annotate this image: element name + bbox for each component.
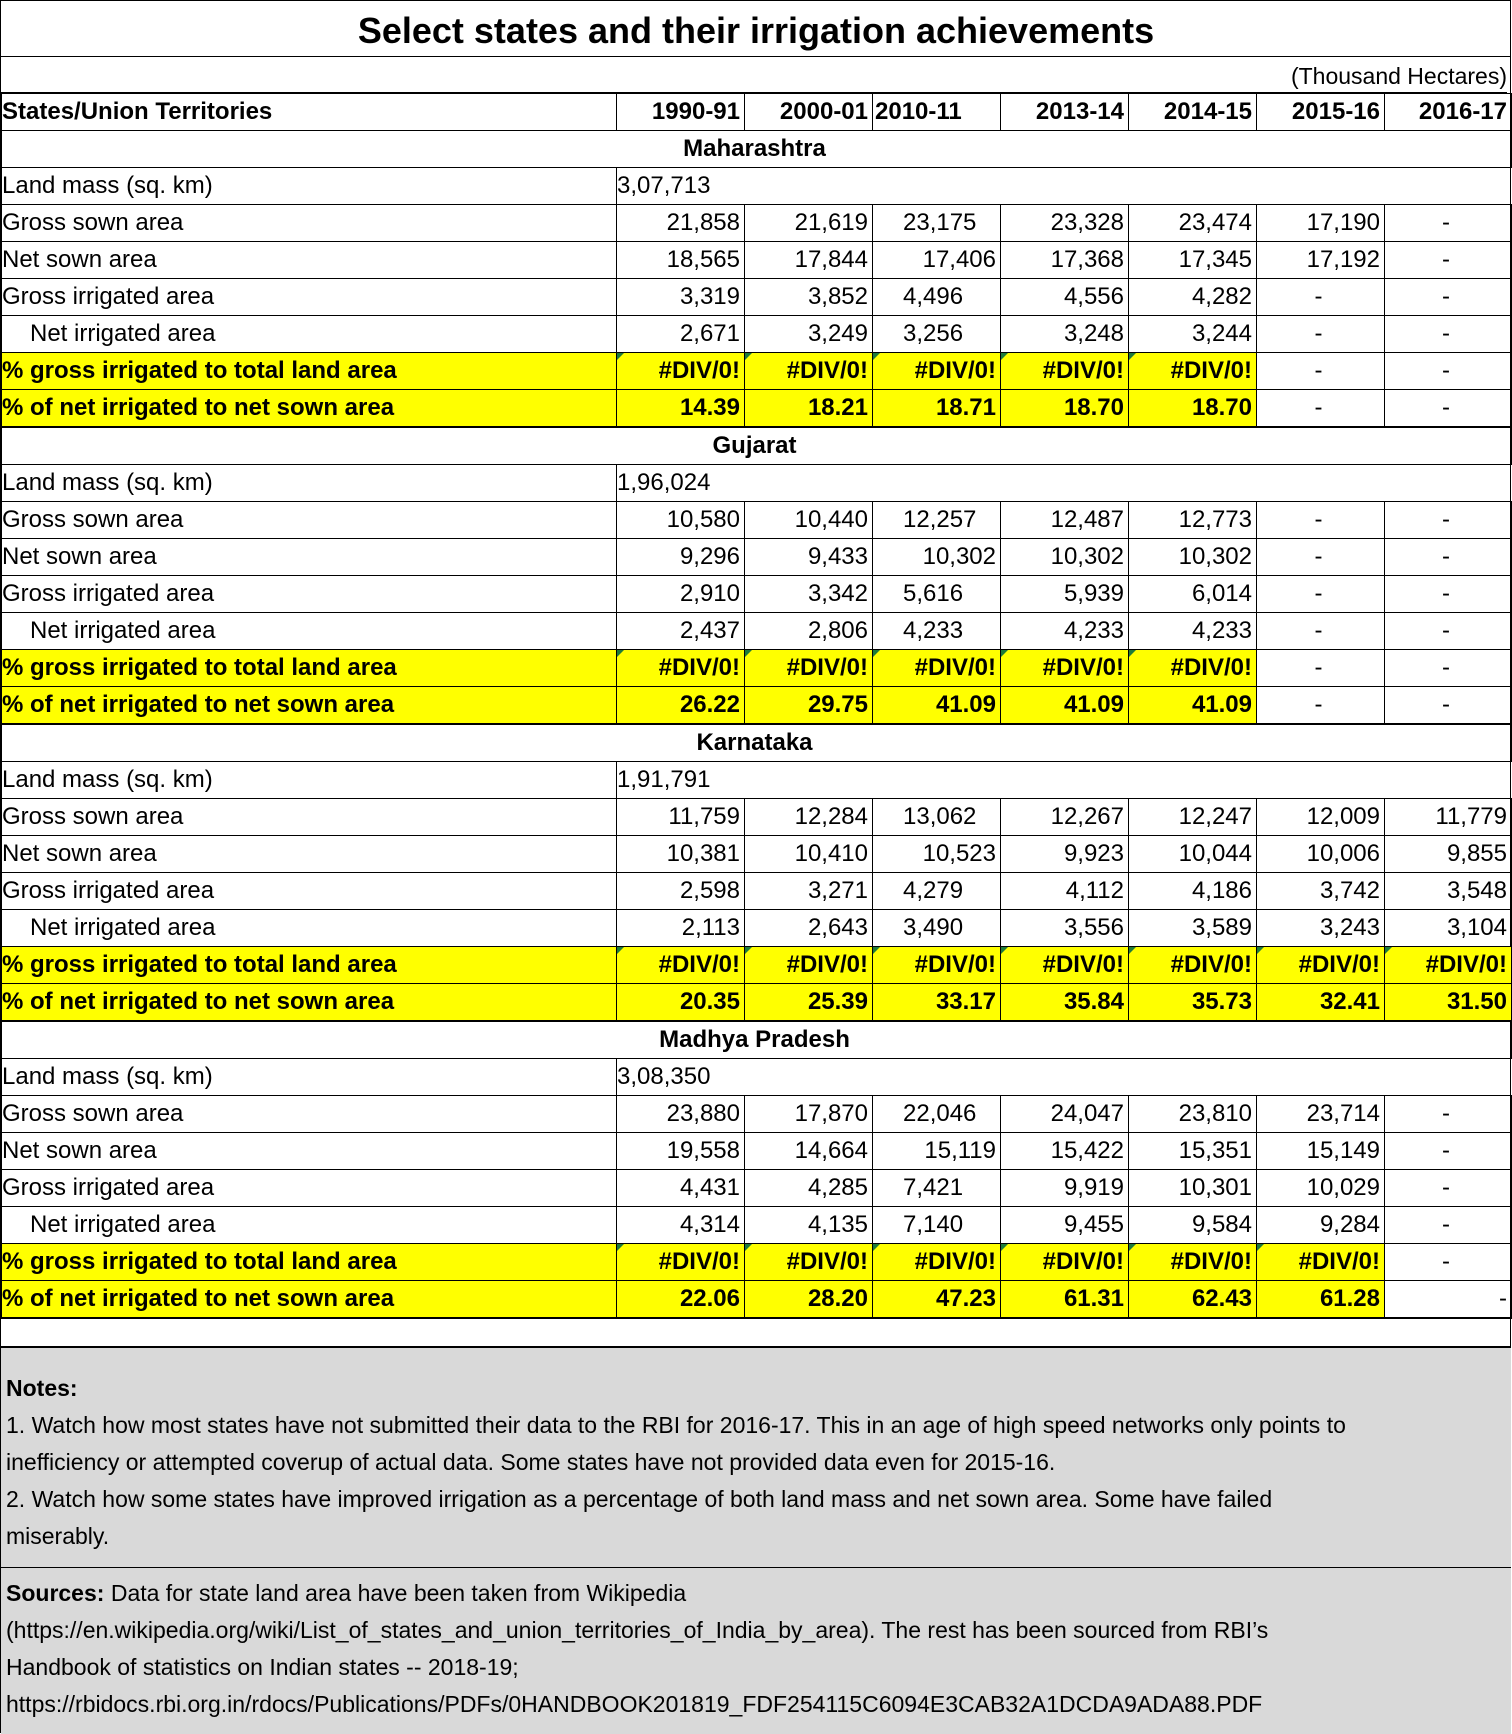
gross-sown-row [2,1096,1512,1133]
data-cell[interactable]: 11,779 [1385,799,1512,836]
data-cell[interactable]: - [1385,390,1512,428]
data-cell[interactable]: 2,643 [745,910,873,947]
pct-gross-row [2,947,1512,984]
data-cell[interactable]: #DIV/0! [1385,947,1512,984]
row-label-cell[interactable]: Land mass (sq. km) [2,762,617,799]
data-cell[interactable]: 12,487 [1001,502,1129,539]
header-year-cell[interactable]: 1990-91 [617,94,745,131]
data-cell[interactable]: 15,422 [1001,1133,1129,1170]
data-cell[interactable]: #DIV/0! [1001,353,1129,390]
gross-sown-row [2,205,1512,242]
gross-irr-row [2,576,1512,613]
header-year-cell[interactable]: 2010-11 [873,94,1001,131]
data-cell[interactable]: 10,440 [745,502,873,539]
net-irr-row [2,613,1512,650]
row-label-cell[interactable]: Land mass (sq. km) [2,465,617,502]
state-name-row [2,724,1512,762]
gross-sown-row [2,502,1512,539]
data-cell[interactable]: - [1385,539,1512,576]
data-cell[interactable]: #DIV/0! [745,353,873,390]
net-sown-row [2,836,1512,873]
data-cell[interactable]: 17,368 [1001,242,1129,279]
data-cell[interactable]: 10,006 [1257,836,1385,873]
notes-line: 2. Watch how some states have improved irrigation as a percentage of both land mass and net sown area. Some have failed [6,1486,1273,1512]
data-cell[interactable]: #DIV/0! [873,650,1001,687]
sources-line: https://rbidocs.rbi.org.in/rdocs/Publications/PDFs/0HANDBOOK201819_FDF254115C6094E3CAB32A1DCDA9ADA88.PDF [6,1691,1263,1717]
data-cell[interactable]: 15,119 [873,1133,1001,1170]
data-cell[interactable]: - [1385,1170,1512,1207]
data-cell[interactable]: 22.06 [617,1281,745,1319]
data-cell[interactable]: 3,589 [1129,910,1257,947]
data-cell[interactable]: - [1385,205,1512,242]
sources-first-line [6,1575,1506,1612]
row-label-cell[interactable]: % of net irrigated to net sown area [2,1281,617,1319]
data-cell[interactable]: 3,742 [1257,873,1385,910]
land-mass-row [2,762,1512,799]
data-cell[interactable]: #DIV/0! [617,1244,745,1281]
data-cell[interactable]: #DIV/0! [617,947,745,984]
data-cell[interactable]: - [1257,687,1385,725]
data-cell[interactable]: 17,844 [745,242,873,279]
state-name-cell[interactable]: Maharashtra [2,131,1512,168]
notes-block [1,1346,1511,1568]
land-mass-row [2,465,1512,502]
sources-heading: Sources: [6,1580,105,1606]
data-cell[interactable]: #DIV/0! [1129,947,1257,984]
data-cell[interactable]: 3,243 [1257,910,1385,947]
data-cell[interactable]: 22,046 [873,1096,1001,1133]
data-cell[interactable]: - [1385,1207,1512,1244]
data-cell[interactable]: #DIV/0! [617,353,745,390]
row-label-cell[interactable]: Net sown area [2,1133,617,1170]
data-cell[interactable]: 17,406 [873,242,1001,279]
row-label-cell[interactable]: Gross irrigated area [2,576,617,613]
data-cell[interactable]: 2,671 [617,316,745,353]
net-sown-row [2,539,1512,576]
net-irr-row [2,316,1512,353]
state-name-cell[interactable]: Karnataka [2,724,1512,762]
data-cell[interactable]: #DIV/0! [745,650,873,687]
net-irr-row [2,910,1512,947]
data-cell[interactable]: 17,190 [1257,205,1385,242]
data-cell[interactable]: 3,342 [745,576,873,613]
data-cell[interactable]: 2,113 [617,910,745,947]
data-cell[interactable]: - [1385,576,1512,613]
data-cell[interactable]: 4,282 [1129,279,1257,316]
data-cell[interactable]: #DIV/0! [745,947,873,984]
data-cell[interactable]: 10,044 [1129,836,1257,873]
land-mass-value-cell[interactable]: 3,07,713 [617,168,1512,205]
data-cell[interactable]: 4,112 [1001,873,1129,910]
gross-sown-row [2,799,1512,836]
data-cell[interactable]: - [1257,279,1385,316]
data-cell[interactable]: - [1385,1096,1512,1133]
state-name-row [2,427,1512,465]
gross-irr-row [2,873,1512,910]
data-cell[interactable]: 3,249 [745,316,873,353]
net-irr-row [2,1207,1512,1244]
data-cell[interactable]: 18,565 [617,242,745,279]
row-label-cell[interactable]: Net sown area [2,242,617,279]
data-cell[interactable]: 2,806 [745,613,873,650]
data-cell[interactable]: - [1385,613,1512,650]
data-cell[interactable]: 23,880 [617,1096,745,1133]
data-cell[interactable]: 11,759 [617,799,745,836]
net-sown-row [2,242,1512,279]
data-cell[interactable]: 4,314 [617,1207,745,1244]
data-cell[interactable]: - [1257,539,1385,576]
data-cell[interactable]: - [1385,316,1512,353]
data-cell[interactable]: #DIV/0! [873,1244,1001,1281]
pct-net-row [2,390,1512,428]
header-row [2,94,1512,131]
row-label-cell[interactable]: % of net irrigated to net sown area [2,984,617,1022]
land-mass-value-cell[interactable]: 3,08,350 [617,1059,1512,1096]
header-year-cell[interactable]: 2013-14 [1001,94,1129,131]
row-label-cell[interactable]: % gross irrigated to total land area [2,353,617,390]
row-label-cell[interactable]: Gross irrigated area [2,279,617,316]
data-cell[interactable]: 18.71 [873,390,1001,428]
sources-line: Handbook of statistics on Indian states -- 2018-19; [6,1654,519,1680]
data-cell[interactable]: 4,496 [873,279,1001,316]
land-mass-value-cell[interactable]: 1,96,024 [617,465,1512,502]
data-cell[interactable]: 23,474 [1129,205,1257,242]
data-cell[interactable]: #DIV/0! [1129,353,1257,390]
data-cell[interactable]: 41.09 [1001,687,1129,725]
data-cell[interactable]: 3,244 [1129,316,1257,353]
data-cell[interactable]: 4,279 [873,873,1001,910]
data-cell[interactable]: 41.09 [873,687,1001,725]
data-cell[interactable]: - [1385,650,1512,687]
data-cell[interactable]: 3,104 [1385,910,1512,947]
data-cell[interactable]: 6,014 [1129,576,1257,613]
data-cell[interactable]: - [1385,242,1512,279]
data-cell[interactable]: 12,267 [1001,799,1129,836]
data-cell[interactable]: 26.22 [617,687,745,725]
row-label-cell[interactable]: Net irrigated area [2,316,617,353]
data-cell[interactable]: - [1257,390,1385,428]
data-cell[interactable]: 35.73 [1129,984,1257,1022]
header-year-cell[interactable]: 2015-16 [1257,94,1385,131]
data-cell[interactable]: 23,175 [873,205,1001,242]
land-mass-row [2,1059,1512,1096]
data-cell[interactable]: - [1385,1133,1512,1170]
land-mass-row [2,168,1512,205]
data-cell[interactable]: 13,062 [873,799,1001,836]
data-cell[interactable]: 9,284 [1257,1207,1385,1244]
data-cell[interactable]: 12,257 [873,502,1001,539]
data-cell[interactable]: 9,296 [617,539,745,576]
row-label-cell[interactable]: Gross irrigated area [2,1170,617,1207]
data-cell[interactable]: 12,284 [745,799,873,836]
data-cell[interactable]: 3,319 [617,279,745,316]
data-cell[interactable]: 2,598 [617,873,745,910]
data-cell[interactable]: 10,410 [745,836,873,873]
state-name-cell[interactable]: Gujarat [2,427,1512,465]
data-cell[interactable]: #DIV/0! [1001,650,1129,687]
data-cell[interactable]: 23,714 [1257,1096,1385,1133]
row-label-cell[interactable]: Land mass (sq. km) [2,168,617,205]
data-cell[interactable]: 3,852 [745,279,873,316]
data-cell[interactable]: 32.41 [1257,984,1385,1022]
data-cell[interactable]: 2,910 [617,576,745,613]
data-cell[interactable]: 17,192 [1257,242,1385,279]
units-label: (Thousand Hectares) [1,57,1507,93]
data-cell[interactable]: #DIV/0! [873,353,1001,390]
pct-gross-row [2,1244,1512,1281]
data-cell[interactable]: #DIV/0! [873,947,1001,984]
data-cell[interactable]: 31.50 [1385,984,1512,1022]
data-cell[interactable]: 12,773 [1129,502,1257,539]
row-label-cell[interactable]: Net irrigated area [2,910,617,947]
row-label-cell[interactable]: Land mass (sq. km) [2,1059,617,1096]
sources-line: (https://en.wikipedia.org/wiki/List_of_states_and_union_territories_of_India_by_area). The rest has been sourced from RBI’s [6,1617,1269,1643]
data-cell[interactable]: 3,248 [1001,316,1129,353]
data-cell[interactable]: #DIV/0! [1257,947,1385,984]
data-cell[interactable]: 3,490 [873,910,1001,947]
data-cell[interactable]: 4,233 [1129,613,1257,650]
sources-text: Data for state land area have been taken from Wikipedia [104,1580,687,1606]
data-cell[interactable]: 3,548 [1385,873,1512,910]
data-cell[interactable]: 17,870 [745,1096,873,1133]
data-cell[interactable]: #DIV/0! [1129,1244,1257,1281]
data-cell[interactable]: 61.28 [1257,1281,1385,1319]
state-name-row [2,1021,1512,1059]
land-mass-value-cell[interactable]: 1,91,791 [617,762,1512,799]
data-cell[interactable]: #DIV/0! [1257,1244,1385,1281]
data-cell[interactable]: 7,421 [873,1170,1001,1207]
data-cell[interactable]: - [1257,613,1385,650]
data-cell[interactable]: 2,437 [617,613,745,650]
gross-irr-row [2,1170,1512,1207]
data-cell[interactable]: 14.39 [617,390,745,428]
data-cell[interactable]: - [1257,353,1385,390]
data-cell[interactable]: 18.70 [1129,390,1257,428]
state-name-cell[interactable]: Madhya Pradesh [2,1021,1512,1059]
data-cell[interactable]: - [1385,687,1512,725]
data-cell[interactable]: 9,855 [1385,836,1512,873]
data-cell[interactable]: 17,345 [1129,242,1257,279]
row-label-cell[interactable]: % of net irrigated to net sown area [2,687,617,725]
data-cell[interactable]: 4,431 [617,1170,745,1207]
data-cell[interactable]: 35.84 [1001,984,1129,1022]
row-label-cell[interactable]: Gross irrigated area [2,873,617,910]
data-cell[interactable]: 62.43 [1129,1281,1257,1319]
data-cell[interactable]: 10,302 [1129,539,1257,576]
data-cell[interactable]: #DIV/0! [745,1244,873,1281]
header-states-cell[interactable]: States/Union Territories [2,94,617,131]
data-cell[interactable]: 7,140 [873,1207,1001,1244]
data-cell[interactable]: 61.31 [1001,1281,1129,1319]
pct-net-row [2,687,1512,725]
data-cell[interactable]: 9,919 [1001,1170,1129,1207]
data-cell[interactable]: 5,939 [1001,576,1129,613]
gross-irr-row [2,279,1512,316]
row-label-cell[interactable]: Gross sown area [2,502,617,539]
data-cell[interactable]: - [1257,316,1385,353]
net-sown-row [2,1133,1512,1170]
header-year-cell[interactable]: 2014-15 [1129,94,1257,131]
data-cell[interactable]: - [1257,502,1385,539]
data-cell[interactable]: 4,233 [1001,613,1129,650]
data-cell[interactable]: 29.75 [745,687,873,725]
data-cell[interactable]: 9,433 [745,539,873,576]
row-label-cell[interactable]: Net sown area [2,836,617,873]
data-cell[interactable]: 5,616 [873,576,1001,613]
data-cell[interactable]: 12,247 [1129,799,1257,836]
data-cell[interactable]: 28.20 [745,1281,873,1319]
data-cell[interactable]: #DIV/0! [1001,1244,1129,1281]
header-year-cell[interactable]: 2000-01 [745,94,873,131]
data-cell[interactable]: #DIV/0! [1129,650,1257,687]
data-cell[interactable]: - [1257,650,1385,687]
data-cell[interactable]: 33.17 [873,984,1001,1022]
sheet-title: Select states and their irrigation achievements [1,1,1511,57]
data-cell[interactable]: 9,584 [1129,1207,1257,1244]
data-cell[interactable]: 20.35 [617,984,745,1022]
data-cell[interactable]: 41.09 [1129,687,1257,725]
notes-line: inefficiency or attempted coverup of actual data. Some states have not provided data even for 2015-16. [6,1449,1056,1475]
data-cell[interactable]: 10,302 [1001,539,1129,576]
data-cell[interactable]: - [1385,1244,1512,1281]
data-cell[interactable]: 9,455 [1001,1207,1129,1244]
data-cell[interactable]: 19,558 [617,1133,745,1170]
data-cell[interactable]: 21,619 [745,205,873,242]
data-cell[interactable]: 15,149 [1257,1133,1385,1170]
data-cell[interactable]: 14,664 [745,1133,873,1170]
data-cell[interactable]: - [1385,1281,1512,1319]
row-label-cell[interactable]: % gross irrigated to total land area [2,947,617,984]
data-cell[interactable]: 10,301 [1129,1170,1257,1207]
pct-gross-row [2,353,1512,390]
row-label-cell[interactable]: Gross sown area [2,799,617,836]
data-cell[interactable]: 4,186 [1129,873,1257,910]
notes-line: miserably. [6,1523,110,1549]
pct-net-row [2,984,1512,1022]
data-cell[interactable]: 10,302 [873,539,1001,576]
row-label-cell[interactable]: Gross sown area [2,205,617,242]
data-cell[interactable]: 3,556 [1001,910,1129,947]
data-cell[interactable]: 23,328 [1001,205,1129,242]
data-cell[interactable]: 4,556 [1001,279,1129,316]
row-label-cell[interactable]: Gross sown area [2,1096,617,1133]
data-cell[interactable]: 4,285 [745,1170,873,1207]
notes-heading: Notes: [6,1375,78,1401]
header-year-cell[interactable]: 2016-17 [1385,94,1512,131]
irrigation-table [1,93,1512,1319]
data-cell[interactable]: - [1385,502,1512,539]
sources-block [1,1568,1511,1734]
row-label-cell[interactable]: % gross irrigated to total land area [2,1244,617,1281]
data-cell[interactable]: 10,580 [617,502,745,539]
data-cell[interactable]: - [1385,279,1512,316]
data-cell[interactable]: 47.23 [873,1281,1001,1319]
data-cell[interactable]: - [1385,353,1512,390]
row-label-cell[interactable]: Net sown area [2,539,617,576]
row-label-cell[interactable]: Net irrigated area [2,1207,617,1244]
row-label-cell[interactable]: Net irrigated area [2,613,617,650]
data-cell[interactable]: 18.21 [745,390,873,428]
data-cell[interactable]: 18.70 [1001,390,1129,428]
data-cell[interactable]: 10,029 [1257,1170,1385,1207]
data-cell[interactable]: 3,271 [745,873,873,910]
data-cell[interactable]: 15,351 [1129,1133,1257,1170]
data-cell[interactable]: 9,923 [1001,836,1129,873]
data-cell[interactable]: 10,523 [873,836,1001,873]
data-cell[interactable]: - [1257,576,1385,613]
notes-line: 1. Watch how most states have not submitted their data to the RBI for 2016-17. This in an age of high speed networks only points to [6,1412,1346,1438]
data-cell[interactable]: 21,858 [617,205,745,242]
data-cell[interactable]: 4,233 [873,613,1001,650]
row-label-cell[interactable]: % of net irrigated to net sown area [2,390,617,428]
data-cell[interactable]: 3,256 [873,316,1001,353]
data-cell[interactable]: 25.39 [745,984,873,1022]
data-cell[interactable]: 23,810 [1129,1096,1257,1133]
data-cell[interactable]: #DIV/0! [1001,947,1129,984]
pct-gross-row [2,650,1512,687]
data-cell[interactable]: 24,047 [1001,1096,1129,1133]
row-label-cell[interactable]: % gross irrigated to total land area [2,650,617,687]
pct-net-row [2,1281,1512,1319]
data-cell[interactable]: #DIV/0! [617,650,745,687]
state-name-row [2,131,1512,168]
data-cell[interactable]: 4,135 [745,1207,873,1244]
data-cell[interactable]: 10,381 [617,836,745,873]
table-body [2,94,1512,1319]
data-cell[interactable]: 12,009 [1257,799,1385,836]
